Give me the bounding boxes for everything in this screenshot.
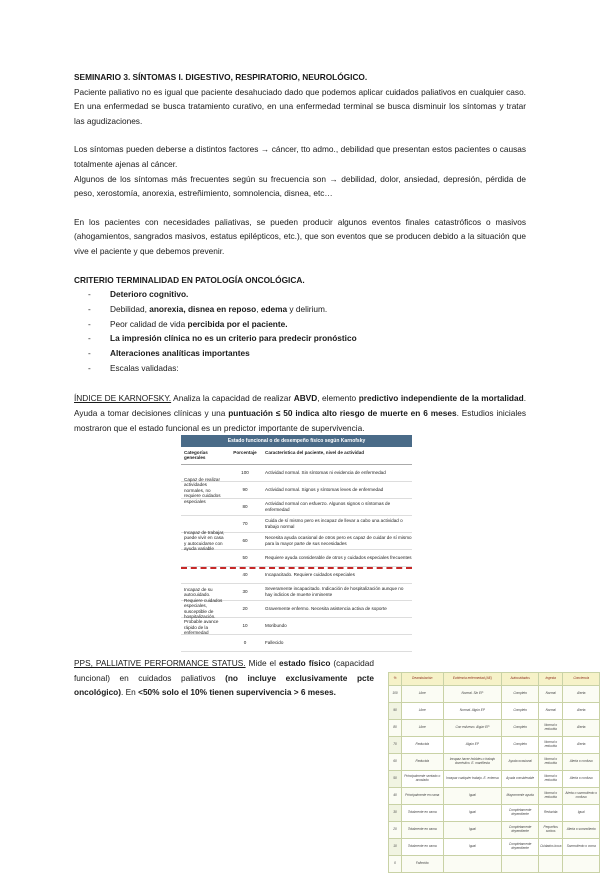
pps-cell: Completamente dependiente — [502, 822, 539, 839]
percent-cell: 100 — [241, 470, 249, 476]
percent-cell: 60 — [242, 538, 248, 544]
pps-cell — [443, 856, 502, 873]
pps-cell — [563, 856, 600, 873]
pps-cell: Alerta — [563, 720, 600, 737]
paragraph-events: En los pacientes con necesidades paliativas, se pueden producir algunos eventos finales catastróficos o masivos (ahogamientos, sangrados masivos, estatus epilépticos, etc.), que son eventos que se producen debido a la situación que vive el paciente y que debemos prevenir. — [74, 216, 526, 256]
description-cell: Requiere ayuda considerable de otros y cuidados especiales frecuentes — [265, 555, 412, 561]
percent-cell: 50 — [242, 555, 248, 561]
paragraph-symptoms: Algunos de los síntomas más frecuentes según su frecuencia son → debilidad, dolor, ansiedad, depresión, pérdida de peso, xerostomía, anorexia, estreñimiento, somnolencia, disnea, etc… — [74, 173, 526, 199]
table-row — [181, 635, 412, 652]
pps-cell: Fallecido — [402, 856, 444, 873]
list-item: - La impresión clínica no es un criterio para predecir pronóstico — [88, 331, 526, 346]
karnofsky-header: Estado funcional o de desempeño físico según Karnofsky — [181, 435, 412, 447]
pps-cell: Reducida — [402, 754, 444, 771]
paragraph-pps: PPS, PALLIATIVE PERFORMANCE STATUS. Mide el estado físico (capacidad funcional) en cuidados paliativos (no incluye exclusivamente pcte oncológico). En <50% solo el 10% tienen supervivencia > 6 meses. — [74, 658, 375, 698]
pps-cell: 70 — [389, 737, 402, 754]
pps-table — [388, 672, 600, 873]
pps-cell: Alerta o somnoliento o confuso — [563, 788, 600, 805]
pps-cell: Alerta o confuso — [563, 754, 600, 771]
list-item: - Debilidad, anorexia, disnea en reposo, edema y delirium. — [88, 302, 526, 317]
pps-cell: Normal o reducida — [539, 737, 563, 754]
paragraph-intro: Paciente paliativo no es igual que paciente desahuciado dado que podemos aplicar cuidados paliativos en cualquier caso. En una enfermedad se busca tratamiento curativo, en una enfermedad terminal se busca disminuir los síntomas y tratar las agudizaciones. — [74, 86, 526, 126]
karnofsky-table — [181, 435, 412, 652]
pps-cell: Igual — [443, 788, 502, 805]
pps-cell: Principalmente en cama — [402, 788, 444, 805]
pps-cell — [539, 856, 563, 873]
karnofsky-column-headers: Categorías generales Porcentaje Característica del paciente, nivel de actividad — [181, 447, 412, 465]
pps-cell: 20 — [389, 822, 402, 839]
pps-cell: Alerta o confuso — [563, 771, 600, 788]
pps-cell: Totalmente en cama — [402, 805, 444, 822]
pps-cell: Reducida — [402, 737, 444, 754]
karnofsky-group: Capaz de realizar actividades normales, no requiere cuidados especiales — [184, 477, 221, 504]
pps-cell: 30 — [389, 805, 402, 822]
pps-cell: Con esfuerzo. Algún EP — [443, 720, 502, 737]
pps-cell: Completo — [502, 720, 539, 737]
description-cell: Necesita ayuda ocasional de otros pero es capaz de cuidar de sí mismo para la mayor parte de sus necesidades — [265, 535, 412, 546]
pps-cell: Cuidados boca — [539, 839, 563, 856]
pps-column-header: Conciencia — [563, 673, 600, 686]
pps-cell: Normal. Sin EP — [443, 686, 502, 703]
section-title-criterio: CRITERIO TERMINALIDAD EN PATOLOGÍA ONCOLÓGICA. — [74, 274, 305, 285]
pps-cell: Mayormente ayuda — [502, 788, 539, 805]
pps-cell: Alerta — [563, 703, 600, 720]
pps-column-header: Deambulación — [402, 673, 444, 686]
pps-cell: Totalmente en cama — [402, 822, 444, 839]
pps-column-header: Ingesta — [539, 673, 563, 686]
pps-cell: Incapaz cualquier trabajo. E. extensa — [443, 771, 502, 788]
table-row — [389, 686, 600, 703]
pps-cell: Igual — [443, 805, 502, 822]
percent-cell: 70 — [242, 521, 248, 527]
description-cell: Actividad normal con esfuerzo. Algunos signos o síntomas de enfermedad — [265, 501, 391, 512]
pps-cell: Libre — [402, 703, 444, 720]
description-cell: Actividad normal. Sin síntomas ni evidencia de enfermedad — [265, 470, 386, 476]
pps-cell: 90 — [389, 703, 402, 720]
list-item: - Peor calidad de vida percibida por el paciente. — [88, 317, 526, 332]
pps-cell: Completamente dependiente — [502, 839, 539, 856]
pps-cell: Completo — [502, 703, 539, 720]
pps-cell: Normal o reducida — [539, 788, 563, 805]
pps-cell: 40 — [389, 788, 402, 805]
pps-cell: Ayuda considerable — [502, 771, 539, 788]
pps-cell: Normal o reducida — [539, 720, 563, 737]
pps-cell: Alerta — [563, 737, 600, 754]
pps-cell: Normal. Algún EP — [443, 703, 502, 720]
table-row — [389, 703, 600, 720]
pps-cell: Completamente dependiente — [502, 805, 539, 822]
table-row — [389, 720, 600, 737]
paragraph-causes: Los síntomas pueden deberse a distintos factores → cáncer, tto admo., debilidad que presentan estos pacientes o causas totalmente ajenas al cáncer. — [74, 144, 526, 169]
percent-cell: 40 — [242, 572, 248, 578]
pps-cell: Pequeños sorbos — [539, 822, 563, 839]
pps-cell: Totalmente en cama — [402, 839, 444, 856]
table-row — [389, 788, 600, 805]
paragraph-karnofsky: ÍNDICE DE KARNOFSKY. Analiza la capacidad de realizar ABVD, elemento predictivo independiente de la mortalidad. Ayuda a tomar decisiones clínicas y una puntuación ≤ 50 indica alto riesgo de muerte en 6 meses. Estudios iniciales mostraron que el estado funcional es un predictor importante de supervivencia. — [74, 393, 526, 433]
table-row — [181, 550, 412, 567]
criteria-list — [74, 287, 526, 375]
pps-cell: Completo — [502, 737, 539, 754]
pps-cell: Ayuda ocasional — [502, 754, 539, 771]
percent-cell: 30 — [242, 589, 248, 595]
percent-cell: 90 — [242, 487, 248, 493]
pps-cell: Normal — [539, 686, 563, 703]
pps-column-header: Evidencia enfermedad (AE) — [443, 673, 502, 686]
table-row — [389, 839, 600, 856]
pps-cell: Normal — [539, 703, 563, 720]
pps-cell: Algún EP — [443, 737, 502, 754]
table-row — [389, 737, 600, 754]
description-cell: Incapacitado. Requiere cuidados especiales — [265, 572, 355, 578]
karnofsky-group: Incapaz de su autocuidado. Requiere cuidados especiales, susceptible de hospitalización. Probable avance rápido de la enfermedad — [184, 587, 223, 636]
pps-cell: Igual — [443, 839, 502, 856]
document-body — [74, 70, 526, 435]
pps-cell: Completo — [502, 686, 539, 703]
pps-cell: Libre — [402, 720, 444, 737]
description-cell: Gravemente enfermo. Necesita asistencia activa de soporte — [265, 606, 387, 612]
pps-cell: Incapaz hacer hobbies o trabajo doméstico. E. manifiesta — [443, 754, 502, 771]
pps-cell: 10 — [389, 839, 402, 856]
pps-cell — [502, 856, 539, 873]
cutoff-dashed-line — [181, 567, 412, 569]
table-row — [181, 567, 412, 584]
table-row — [389, 805, 600, 822]
karnofsky-group: Incapaz de trabajar, puede vivir en casa y autocuidarse con ayuda variable — [184, 530, 225, 552]
list-item: - Deterioro cognitivo. — [88, 287, 526, 302]
pps-cell: 0 — [389, 856, 402, 873]
page-title: SEMINARIO 3. SÍNTOMAS I. DIGESTIVO, RESPIRATORIO, NEUROLÓGICO. — [74, 72, 368, 82]
table-row — [389, 856, 600, 873]
table-row — [389, 754, 600, 771]
description-cell: Fallecido — [265, 640, 284, 646]
pps-cell: 100 — [389, 686, 402, 703]
list-item: - Alteraciones analíticas importantes — [88, 346, 526, 361]
pps-cell: Normal o reducida — [539, 754, 563, 771]
pps-cell: Igual — [563, 805, 600, 822]
pps-column-header: % — [389, 673, 402, 686]
pps-cell: Alerta — [563, 686, 600, 703]
pps-cell: Alerta o somnoliento — [563, 822, 600, 839]
percent-cell: 80 — [242, 504, 248, 510]
percent-cell: 0 — [243, 640, 247, 646]
pps-cell: Normal o reducida — [539, 771, 563, 788]
pps-cell: Principalmente sentado o acostado — [402, 771, 444, 788]
pps-cell: 50 — [389, 771, 402, 788]
pps-cell: 80 — [389, 720, 402, 737]
list-item: - Escalas validadas: — [88, 361, 526, 376]
pps-cell: Somnoliento o coma — [563, 839, 600, 856]
pps-cell: Reducida — [539, 805, 563, 822]
pps-cell: 60 — [389, 754, 402, 771]
pps-cell: Libre — [402, 686, 444, 703]
description-cell: Cuida de sí mismo pero es incapaz de llevar a cabo una actividad o trabajo normal — [265, 518, 403, 529]
percent-cell: 10 — [242, 623, 248, 629]
description-cell: Severamente incapacitado. Indicación de hospitalización aunque no hay indicios de muerte inminente — [265, 586, 404, 597]
table-row — [389, 771, 600, 788]
percent-cell: 20 — [242, 606, 248, 612]
description-cell: Moribundo — [265, 623, 287, 629]
description-cell: Actividad normal. Signos y síntomas leves de enfermedad — [265, 487, 384, 493]
pps-cell: Igual — [443, 822, 502, 839]
table-row — [389, 822, 600, 839]
pps-column-header: Autocuidados — [502, 673, 539, 686]
